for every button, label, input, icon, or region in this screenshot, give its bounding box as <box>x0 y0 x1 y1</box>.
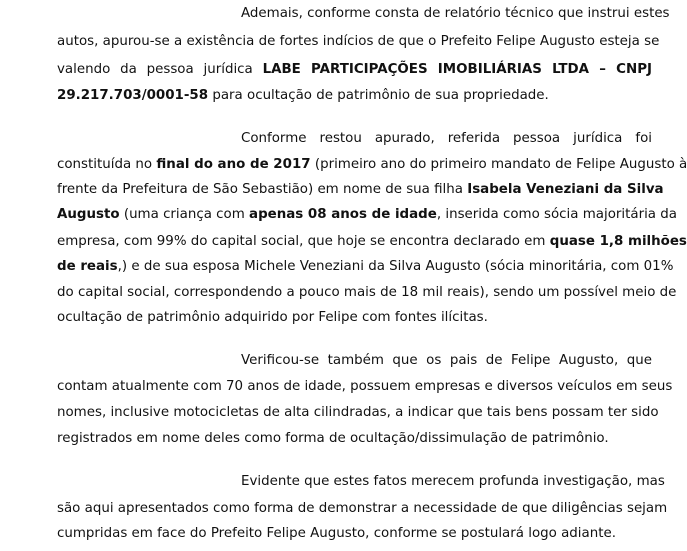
age-bold: apenas 08 anos de idade <box>249 207 437 222</box>
paragraph-1-line-3 <box>57 61 652 79</box>
paragraph-2-line-2 <box>57 156 687 174</box>
paragraph-4-line-2: são aqui apresentados como forma de demonstrar a necessidade de que diligências sejam <box>57 501 668 516</box>
daughter-name-bold: Isabela Veneziani da Silva <box>467 182 664 197</box>
paragraph-1-line-4 <box>57 87 549 105</box>
capital-amount-bold: quase 1,8 milhões <box>549 234 687 249</box>
daughter-surname-bold: Augusto <box>57 207 120 222</box>
text-run: para ocultação de patrimônio de sua propriedade. <box>208 88 549 103</box>
paragraph-4-line-3: cumpridas em face do Prefeito Felipe Augusto, conforme se postulará logo adiante. <box>57 526 616 541</box>
paragraph-3-line-4: registrados em nome deles como forma de ocultação/dissimulação de patrimônio. <box>57 431 609 446</box>
text-run: (primeiro ano do primeiro mandato de Felipe Augusto à <box>310 157 687 172</box>
text-run: valendo da pessoa jurídica <box>57 62 263 77</box>
company-name-bold: LABE PARTICIPAÇÕES IMOBILIÁRIAS LTDA – CNPJ <box>262 62 653 77</box>
cnpj-number-bold: 29.217.703/0001-58 <box>57 88 209 103</box>
text-run: , inserida como sócia majoritária da <box>436 207 677 222</box>
text-run: (uma criança com <box>119 207 250 222</box>
date-bold: final do ano de 2017 <box>156 157 311 172</box>
paragraph-2-line-4 <box>57 206 677 224</box>
paragraph-2-line-8: ocultação de patrimônio adquirido por Felipe com fontes ilícitas. <box>57 310 488 325</box>
paragraph-2-line-3 <box>57 181 664 199</box>
paragraph-3-line-2: contam atualmente com 70 anos de idade, possuem empresas e diversos veículos em seus <box>57 379 673 394</box>
paragraph-4-line-1: Evidente que estes fatos merecem profunda investigação, mas <box>241 474 665 489</box>
text-run: empresa, com 99% do capital social, que hoje se encontra declarado em <box>57 234 550 249</box>
paragraph-3-line-3: nomes, inclusive motocicletas de alta cilindradas, a indicar que tais bens possam ter sido <box>57 405 659 420</box>
paragraph-1-line-1: Ademais, conforme consta de relatório técnico que instrui estes <box>241 6 670 21</box>
text-run: ,) e de sua esposa Michele Veneziani da Silva Augusto (sócia minoritária, com 01% <box>117 259 674 274</box>
paragraph-3-line-1: Verificou-se também que os pais de Felipe Augusto, que <box>241 353 652 368</box>
paragraph-2-line-5 <box>57 233 687 251</box>
paragraph-2-line-6 <box>57 258 674 276</box>
text-run: frente da Prefeitura de São Sebastião) em nome de sua filha <box>57 182 468 197</box>
text-run: constituída no <box>57 157 157 172</box>
paragraph-1-line-2: autos, apurou-se a existência de fortes indícios de que o Prefeito Felipe Augusto esteja se <box>57 34 660 49</box>
paragraph-2-line-1: Conforme restou apurado, referida pessoa jurídica foi <box>241 131 652 146</box>
capital-unit-bold: de reais <box>57 259 118 274</box>
paragraph-2-line-7: do capital social, correspondendo a pouco mais de 18 mil reais), sendo um possível meio de <box>57 285 677 300</box>
